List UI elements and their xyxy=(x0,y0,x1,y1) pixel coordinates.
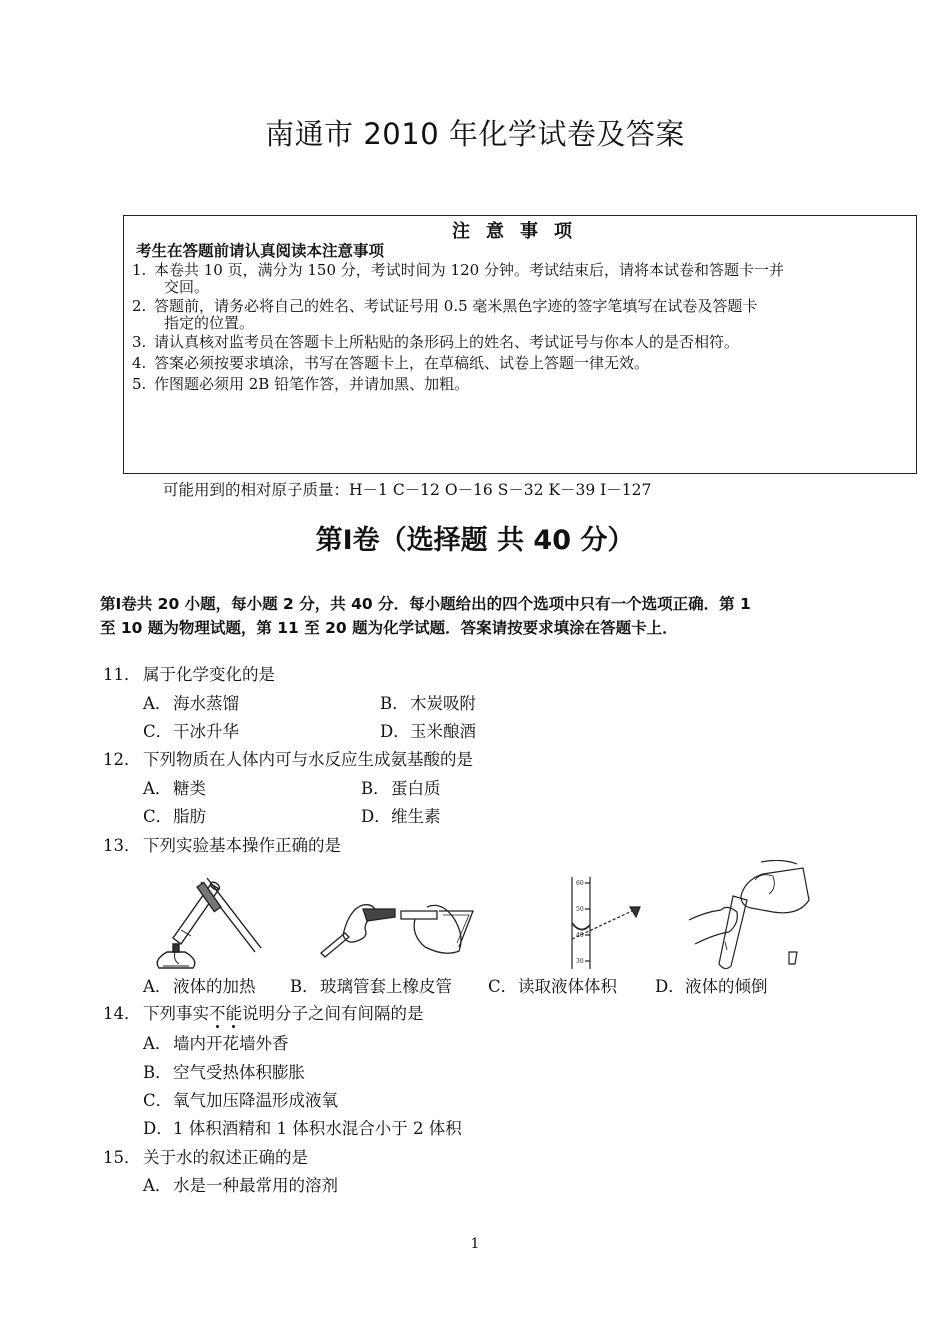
option-letter: A． xyxy=(143,1176,172,1195)
figure-tube-connection xyxy=(315,895,490,965)
notice-item-1 xyxy=(132,260,912,296)
option-letter: C． xyxy=(488,977,518,996)
option-letter: D． xyxy=(361,807,391,826)
notice-item-number: 1. xyxy=(132,261,147,279)
atomic-mass-line xyxy=(163,478,651,500)
instructions-line-1: 第Ⅰ卷共 20 小题，每小题 2 分，共 40 分．每小题给出的四个选项中只有一个选项正确．第 1 xyxy=(100,595,751,613)
option-text: 海水蒸馏 xyxy=(173,694,239,713)
question-number: 12． xyxy=(103,750,141,769)
q13-option-a xyxy=(143,973,256,997)
question-number: 15． xyxy=(103,1148,141,1167)
option-text: 水是一种最常用的溶剂 xyxy=(173,1176,338,1195)
tick-50: 50 xyxy=(576,906,584,913)
question-stem: 下列实验基本操作正确的是 xyxy=(143,836,341,855)
question-13 xyxy=(103,832,341,856)
question-stem: 下列物质在人体内可与水反应生成氨基酸的是 xyxy=(143,750,473,769)
option-letter: C． xyxy=(143,722,173,741)
tick-60: 60 xyxy=(576,880,584,887)
q14-option-d xyxy=(143,1115,462,1139)
option-letter: D． xyxy=(655,977,685,996)
option-letter: B． xyxy=(290,977,319,996)
atomic-mass-values: H－1 C－12 O－16 S－32 K－39 I－127 xyxy=(349,481,652,499)
option-text: 维生素 xyxy=(391,807,441,826)
q12-option-d xyxy=(361,803,441,827)
question-15 xyxy=(103,1144,308,1168)
option-text: 氧气加压降温形成液氧 xyxy=(173,1091,338,1110)
option-text: 蛋白质 xyxy=(391,779,441,798)
notice-item-text: 请认真核对监考员在答题卡上所粘贴的条形码上的姓名、考试证号与你本人的是否相符。 xyxy=(154,333,740,351)
option-text: 墙内开花墙外香 xyxy=(173,1034,289,1053)
option-letter: A． xyxy=(143,779,172,798)
option-letter: C． xyxy=(143,1091,173,1110)
option-text: 脂肪 xyxy=(173,807,206,826)
option-letter: D． xyxy=(143,1119,173,1138)
option-text: 空气受热体积膨胀 xyxy=(173,1063,305,1082)
notice-item-number: 3. xyxy=(132,333,147,351)
option-text: 液体的倾倒 xyxy=(685,977,768,996)
section-title: 第Ⅰ卷（选择题 共 40 分） xyxy=(315,525,635,556)
option-text: 木炭吸附 xyxy=(410,694,476,713)
notice-item-5 xyxy=(132,374,912,395)
option-letter: C． xyxy=(143,807,173,826)
q13-option-c xyxy=(488,973,617,997)
notice-item-4 xyxy=(132,353,912,374)
notice-item-text: 本卷共 10 页，满分为 150 分，考试时间为 120 分钟。考试结束后，请将本试卷和答题卡一并 xyxy=(154,261,784,279)
question-number: 11． xyxy=(103,665,141,684)
option-text: 玻璃管套上橡皮管 xyxy=(320,977,452,996)
figure-liquid-heating xyxy=(145,870,265,970)
question-12 xyxy=(103,746,473,770)
question-number: 14． xyxy=(103,1004,141,1023)
notice-item-text: 答题前，请务必将自己的姓名、考试证号用 0.5 毫米黑色字迹的签字笔填写在试卷及答题卡 xyxy=(154,297,758,315)
emphasis-text: 不能 xyxy=(209,1004,242,1023)
instructions-line-2: 至 10 题为物理试题，第 11 至 20 题为化学试题．答案请按要求填涂在答题卡上． xyxy=(100,619,678,637)
notice-box xyxy=(123,215,917,474)
option-letter: B． xyxy=(361,779,390,798)
question-stem-before: 下列事实 xyxy=(143,1004,209,1023)
document-title: 南通市 2010 年化学试卷及答案 xyxy=(265,117,685,151)
option-text: 糖类 xyxy=(173,779,206,798)
question-number: 13． xyxy=(103,836,141,855)
question-stem: 关于水的叙述正确的是 xyxy=(143,1148,308,1167)
q15-option-a xyxy=(143,1172,338,1196)
option-text: 1 体积酒精和 1 体积水混合小于 2 体积 xyxy=(173,1119,462,1138)
option-text: 读取液体体积 xyxy=(518,977,617,996)
atomic-mass-label: 可能用到的相对原子质量： xyxy=(163,481,350,499)
section-instructions xyxy=(100,592,870,640)
q11-option-a xyxy=(143,690,239,714)
notice-list xyxy=(132,260,912,395)
notice-item-continuation: 交回。 xyxy=(164,278,210,296)
question-stem-after: 说明分子之间有间隔的是 xyxy=(242,1004,424,1023)
q12-option-c xyxy=(143,803,206,827)
option-letter: A． xyxy=(143,977,172,996)
option-text: 液体的加热 xyxy=(173,977,256,996)
question-14 xyxy=(103,1000,424,1024)
question-stem: 属于化学变化的是 xyxy=(143,665,275,684)
notice-subheading: 考生在答题前请认真阅读本注意事项 xyxy=(136,242,385,260)
q14-option-b xyxy=(143,1059,305,1083)
q13-option-d xyxy=(655,973,768,997)
option-letter: B． xyxy=(143,1063,172,1082)
q11-option-c xyxy=(143,718,239,742)
notice-item-number: 2. xyxy=(132,297,147,315)
figure-liquid-pouring xyxy=(685,860,815,970)
q12-option-b xyxy=(361,775,441,799)
notice-item-continuation: 指定的位置。 xyxy=(164,314,255,332)
q11-option-b xyxy=(380,690,476,714)
tick-30: 30 xyxy=(576,958,584,965)
notice-item-number: 5. xyxy=(132,375,147,393)
option-letter: D． xyxy=(380,722,410,741)
option-letter: A． xyxy=(143,694,172,713)
option-letter: A． xyxy=(143,1034,172,1053)
q11-option-d xyxy=(380,718,476,742)
q13-option-b xyxy=(290,973,452,997)
page-number: 1 xyxy=(470,1236,480,1252)
option-text: 干冰升华 xyxy=(173,722,239,741)
q12-option-a xyxy=(143,775,206,799)
notice-heading: 注意事项 xyxy=(452,221,588,242)
question-11 xyxy=(103,661,275,685)
q14-option-c xyxy=(143,1087,338,1111)
option-text: 玉米酿酒 xyxy=(410,722,476,741)
notice-item-3 xyxy=(132,332,912,353)
notice-item-number: 4. xyxy=(132,354,147,372)
tick-40: 40 xyxy=(576,932,584,939)
notice-item-text: 作图题必须用 2B 铅笔作答，并请加黑、加粗。 xyxy=(154,375,470,393)
notice-item-2 xyxy=(132,296,912,332)
q14-option-a xyxy=(143,1030,289,1054)
figure-cylinder-reading xyxy=(560,873,660,973)
notice-item-text: 答案必须按要求填涂，书写在答题卡上，在草稿纸、试卷上答题一律无效。 xyxy=(154,354,650,372)
question-stem-emphasis xyxy=(209,1004,242,1023)
option-letter: B． xyxy=(380,694,409,713)
